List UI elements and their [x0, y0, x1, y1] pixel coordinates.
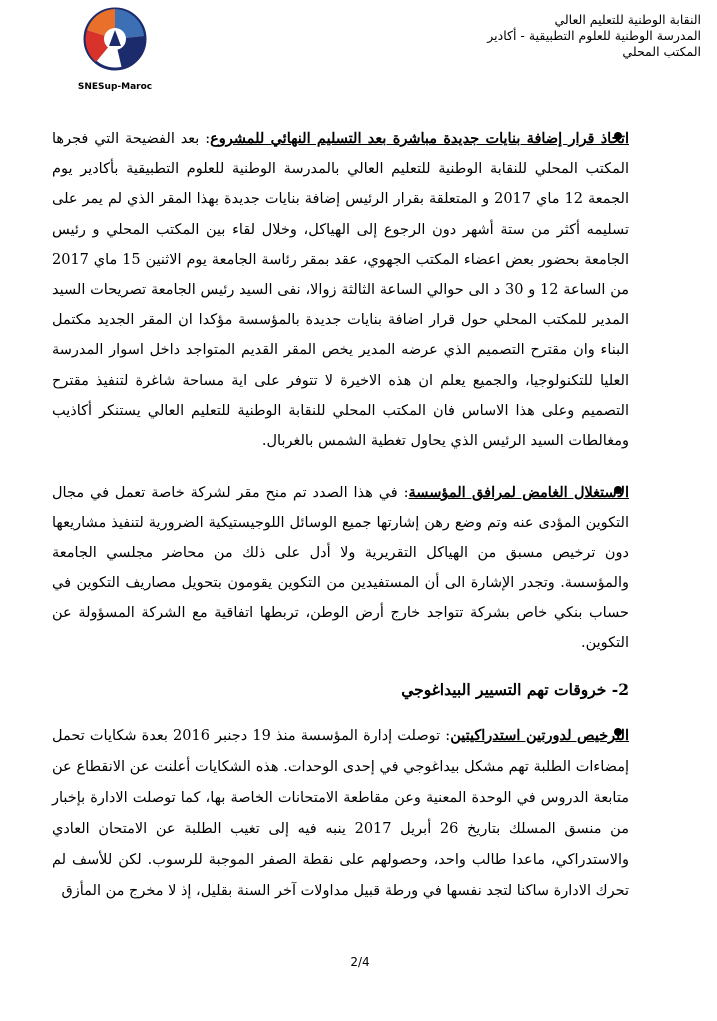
paragraph-lead: الاستغلال الغامض لمرافق المؤسسة: [408, 484, 629, 501]
organization-header: [371, 12, 701, 60]
paragraph-text: : في هذا الصدد تم منح مقر لشركة خاصة تعمل في مجال التكوين المؤدى عنه وتم وضع رهن إشارتها جميع الوسائل اللوجيستيكية الضرورية لتنفيذ مشاريعها دون ترخيص مسبق من الهياكل التقريرية ولا أدل على ذلك من محاضر مجلسي الجامعة والمؤسسة. وتجدر الإشارة الى أن المستفيدين من التكوين يقومون بتحويل مصاريف التكوين في حساب بنكي خاص بشركة تتواجد خارج أرض الوطن، تربطها اتفاقية مع الشركة المسؤولة عن التكوين.: [52, 485, 629, 651]
paragraph-lead: اتخاذ قرار إضافة بنايات جديدة مباشرة بعد التسليم النهائي للمشروع: [210, 130, 630, 147]
org-name: النقابة الوطنية للتعليم العالي: [554, 12, 701, 27]
logo-text: SNESup-Maroc: [77, 82, 153, 92]
paragraph-building-decision: [52, 124, 629, 456]
paragraph-text: : توصلت إدارة المؤسسة منذ 19 دجنبر 2016 بعدة شكايات تحمل إمضاءات الطلبة تهم مشكل بيداغوجي في إحدى الوحدات. هذه الشكايات أعلنت عن الانقطاع عن متابعة الدروس في الوحدة المعنية وعن مقاطعة الامتحانات الخاصة بها، كما توصلت الادارة بإخبار من منسق المسلك بتاريخ 26 أبريل 2017 ينبه فيه إلى تغيب الطلبة عن الامتحان العادي والاستدراكي، ماعدا طالب واحد، وحصولهم على نقطة الصفر الموجبة للرسوب. لكن للأسف لم تحرك الادارة ساكنا لتجد نفسها في ورطة قبيل مداولات آخر السنة بقليل، إذ لا مخرج من المأزق: [52, 728, 629, 899]
section-heading: 2- خروقات تهم التسيير البيداغوجي: [401, 680, 629, 699]
page-number: 2/4: [350, 955, 370, 969]
paragraph-lead: الترخيص لدورتين استدراكيتين: [450, 727, 629, 744]
snesup-logo: [70, 6, 160, 98]
school-name: المدرسة الوطنية للعلوم التطبيقية - أكادير: [487, 28, 701, 43]
paragraph-text: : بعد الفضيحة التي فجرها المكتب المحلي للنقابة الوطنية للتعليم العالي بالمدرسة الوطنية للعلوم التطبيقية بأكادير يوم الجمعة 12 ماي 2017 و المتعلقة بقرار الرئيس إضافة بنايات جديدة بهذا المقر الذي لم يمر على تسليمه أكثر من ستة أشهر دون الرجوع إلى الهياكل، وخلال لقاء بين المكتب المحلي و رئيس الجامعة بحضور بعض اعضاء المكتب الجهوي، عقد بمقر رئاسة الجامعة يوم الاثنين 15 ماي 2017 من الساعة 12 و 30 د الى حوالي الساعة الثالثة زوالا، نفى السيد رئيس الجامعة تصريحات السيد المدير للمكتب المحلي حول قرار اضافة بنايات جديدة بالمؤسسة مؤكدا ان المقر الجديد مكتمل البناء وان مقترح التصميم الذي عرضه المدير يخص المقر القديم المتواجد داخل اسوار المدرسة العليا للتكنولوجيا، والجميع يعلم ان هذه الاخيرة لا تتوفر على اية مساحة شاغرة لتنفيذ مقترح التصميم وعلى هذا الاساس فان المكتب المحلي للنقابة الوطنية للتعليم العالي يستنكر أكاذيب ومغالطات السيد الرئيس الذي يحاول تغطية الشمس بالغربال.: [52, 131, 629, 450]
logo-emblem-icon: [82, 6, 148, 78]
paragraph-resit-sessions: [52, 720, 629, 907]
office-name: المكتب المحلي: [622, 44, 701, 59]
paragraph-facilities-exploitation: [52, 478, 629, 658]
